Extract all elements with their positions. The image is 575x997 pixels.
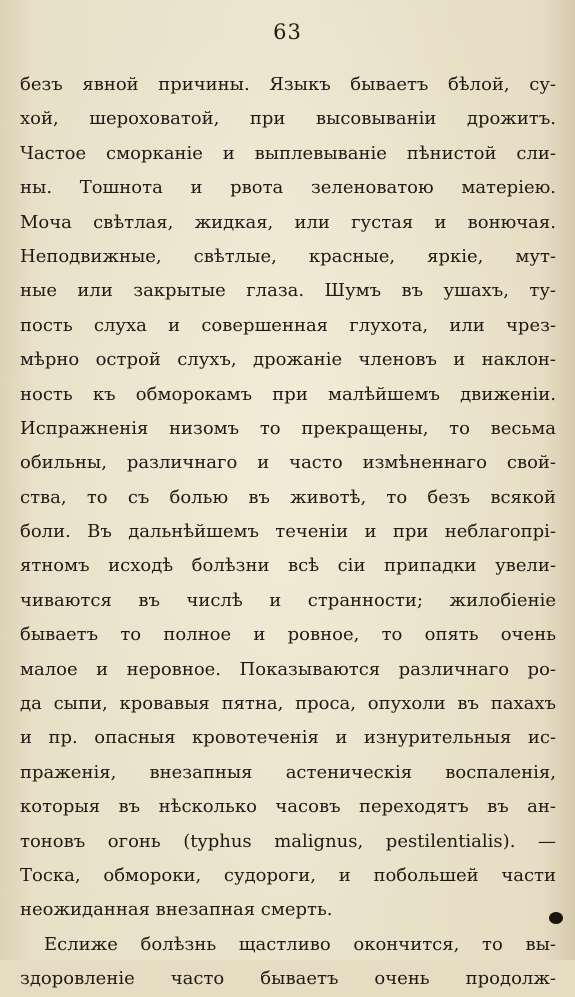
text-line: Тоска, обмороки, судороги, и побольшей части bbox=[20, 864, 556, 886]
text-line: здоровленіе часто бываетъ очень продолж- bbox=[20, 968, 556, 990]
text-line: ятномъ исходѣ болѣзни всѣ сіи припадки увели- bbox=[20, 555, 556, 577]
text-line: праженія, внезапныя астеническія воспаленія, bbox=[20, 761, 556, 783]
page-number: 63 bbox=[273, 20, 302, 44]
text-line: безъ явной причины. Языкъ бываетъ бѣлой, су- bbox=[20, 74, 556, 95]
text-line: Еслиже болѣзнь щастливо окончится, то вы- bbox=[44, 933, 556, 955]
text-line: обильны, различнаго и часто измѣненнаго свой- bbox=[20, 452, 556, 474]
text-line: ства, то съ болью въ животѣ, то безъ всякой bbox=[20, 486, 556, 508]
text-line: ные или закрытые глаза. Шумъ въ ушахъ, ту- bbox=[20, 280, 556, 302]
text-line: и пр. опасныя кровотеченія и изнурительныя ис- bbox=[20, 727, 556, 749]
text-line: Неподвижные, свѣтлые, красные, яркіе, мут- bbox=[20, 245, 556, 267]
text-line: ность къ обморокамъ при малѣйшемъ движеніи. bbox=[20, 383, 556, 405]
text-line: да сыпи, кровавыя пятна, проса, опухоли въ пахахъ bbox=[20, 693, 556, 715]
text-line: которыя въ нѣсколько часовъ переходятъ въ ан- bbox=[20, 796, 556, 818]
text-line: тоновъ огонь (typhus malignus, pestilentialis). — bbox=[20, 830, 556, 852]
text-line: чиваются въ числѣ и странности; жилобіеніе bbox=[20, 589, 556, 611]
text-line: бываетъ то полное и ровное, то опять очень bbox=[20, 624, 556, 646]
ink-blot bbox=[549, 912, 563, 924]
text-line: боли. Въ дальнѣйшемъ теченіи и при неблагопрі- bbox=[20, 521, 556, 543]
text-line: пость слуха и совершенная глухота, или чрез- bbox=[20, 314, 556, 336]
text-line: Испражненія низомъ то прекращены, то весьма bbox=[20, 417, 556, 439]
text-line: малое и неровное. Показываются различнаго ро- bbox=[20, 658, 556, 680]
text-line: мѣрно острой слухъ, дрожаніе членовъ и наклон- bbox=[20, 349, 556, 371]
text-line: хой, шероховатой, при высовываніи дрожитъ. bbox=[20, 108, 556, 130]
text-line: неожиданная внезапная смерть. bbox=[20, 899, 333, 921]
text-line: Моча свѣтлая, жидкая, или густая и вонючая. bbox=[20, 211, 556, 233]
text-line: ны. Тошнота и рвота зеленоватою матеріею. bbox=[20, 177, 556, 199]
body-text bbox=[20, 68, 556, 997]
text-line: Частое сморканіе и выплевываніе пѣнистой сли- bbox=[20, 142, 556, 164]
